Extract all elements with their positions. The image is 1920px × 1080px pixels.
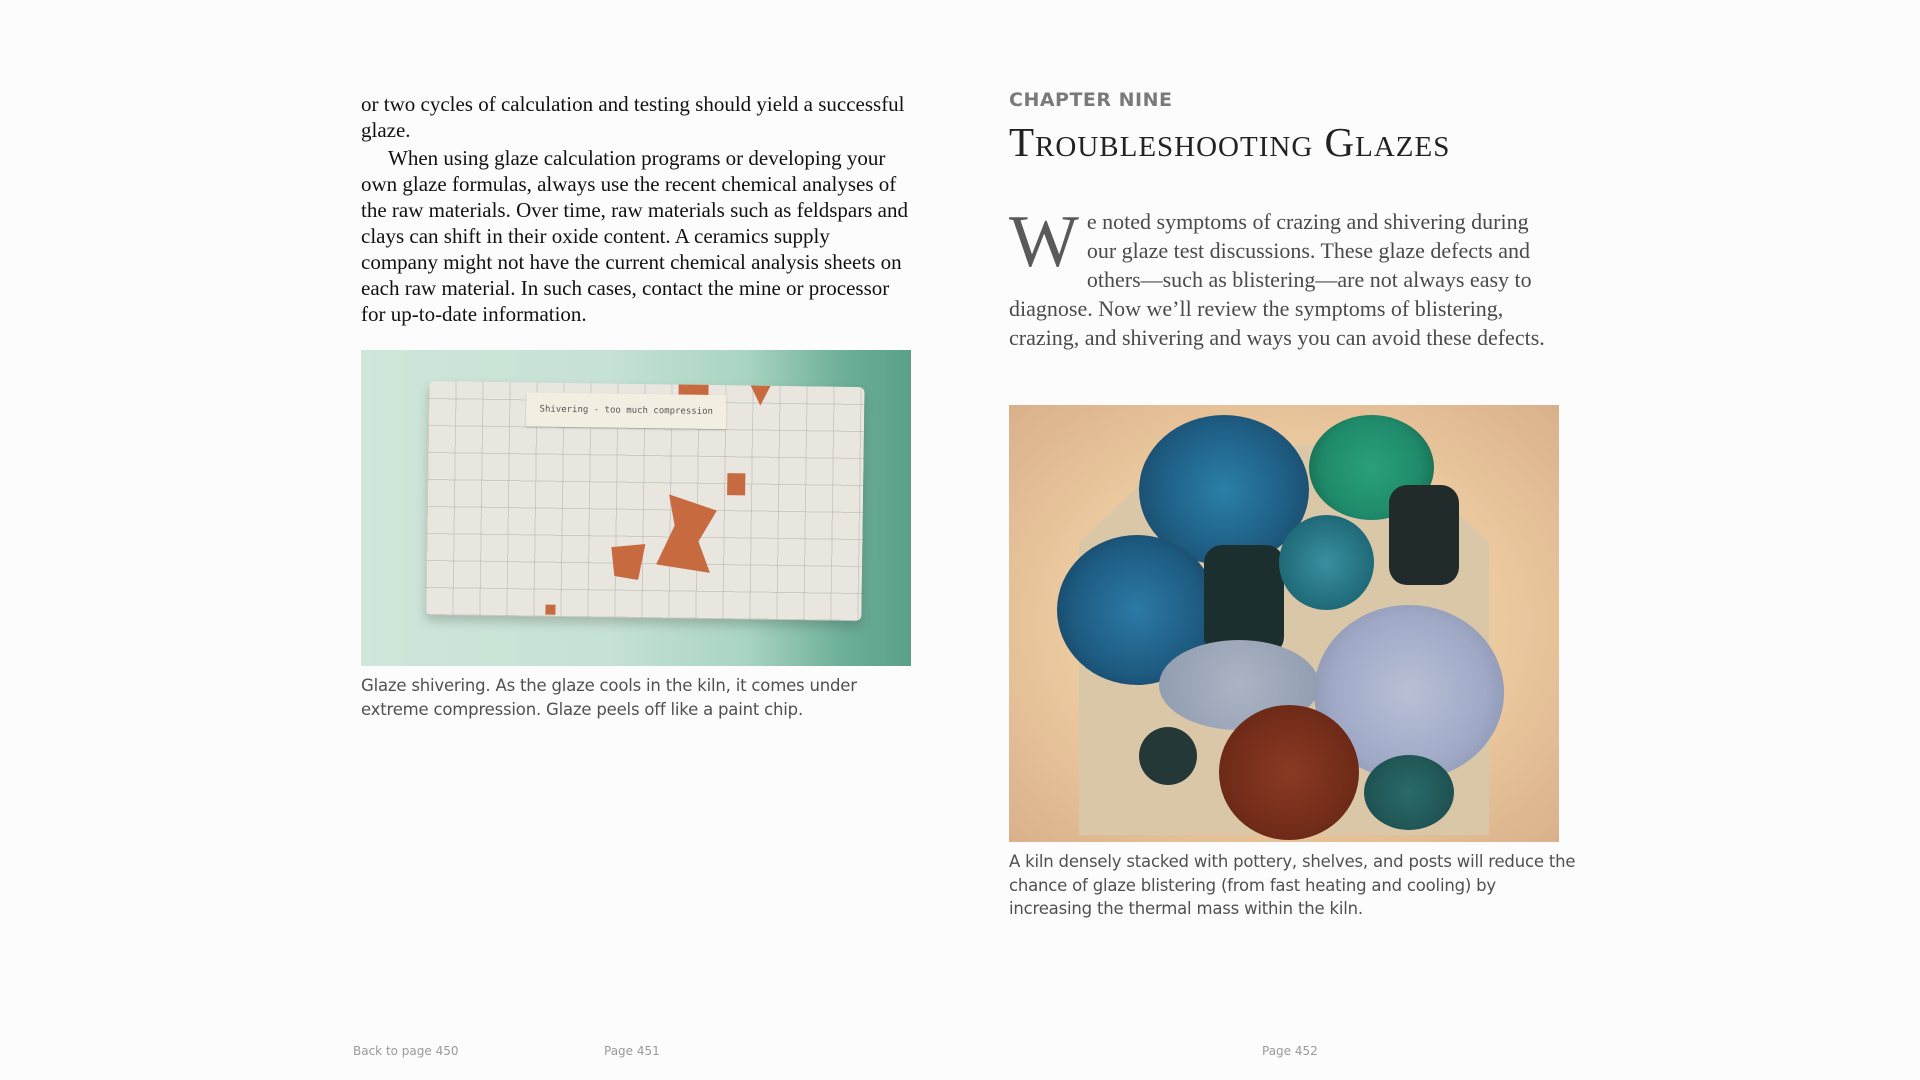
left-page — [361, 0, 911, 1080]
red-bowl — [1219, 705, 1359, 840]
back-to-page-link[interactable]: Back to page 450 — [353, 1044, 459, 1058]
glaze-chip — [727, 473, 745, 495]
intro-text: e noted symptoms of crazing and shivering during our glaze test discussions. These glaze defects and others—such as blistering—are not always easy to diagnose. Now we’ll review the symptoms of blistering, crazing, and shivering and ways you can avoid these defects. — [1009, 209, 1545, 350]
dark-mug — [1389, 485, 1459, 585]
right-page — [1009, 0, 1576, 1080]
drop-cap: W — [1009, 201, 1079, 283]
page-number-left: Page 451 — [604, 1044, 660, 1058]
kiln-photo — [1009, 405, 1559, 842]
photo-caption: Glaze shivering. As the glaze cools in the kiln, it comes under extreme compression. Glaze peels off like a paint chip. — [361, 676, 857, 719]
glaze-chip — [545, 605, 555, 615]
chapter-title: Troubleshooting Glazes — [1009, 119, 1451, 165]
body-paragraph: or two cycles of calculation and testing should yield a successful glaze. — [361, 92, 905, 142]
dark-cup — [1204, 545, 1284, 655]
glaze-chip — [750, 385, 770, 405]
chapter-label: CHAPTER NINE — [1009, 89, 1173, 111]
photo-caption: A kiln densely stacked with pottery, shelves, and posts will reduce the chance of glaze blistering (from fast heating and cooling) by increasing the thermal mass within the kiln. — [1009, 852, 1576, 918]
body-paragraph: When using glaze calculation programs or developing your own glaze formulas, always use the recent chemical analyses of the raw materials. Over time, raw materials such as feldspars and clays can shift in their oxide content. A ceramics supply company might not have the current chemical analysis sheets on each raw material. In such cases, contact the mine or processor for up-to-date information. — [361, 146, 908, 326]
dark-cup — [1139, 727, 1197, 785]
glaze-chip — [611, 544, 645, 580]
teal-cup — [1364, 755, 1454, 830]
tile-label: Shivering - too much compression — [526, 392, 726, 429]
intro-paragraph — [1009, 201, 1554, 352]
teal-cup — [1279, 515, 1374, 610]
glaze-shivering-photo — [361, 350, 911, 666]
page-number-right: Page 452 — [1262, 1044, 1318, 1058]
glaze-chip — [656, 494, 717, 573]
test-tile — [425, 381, 864, 621]
